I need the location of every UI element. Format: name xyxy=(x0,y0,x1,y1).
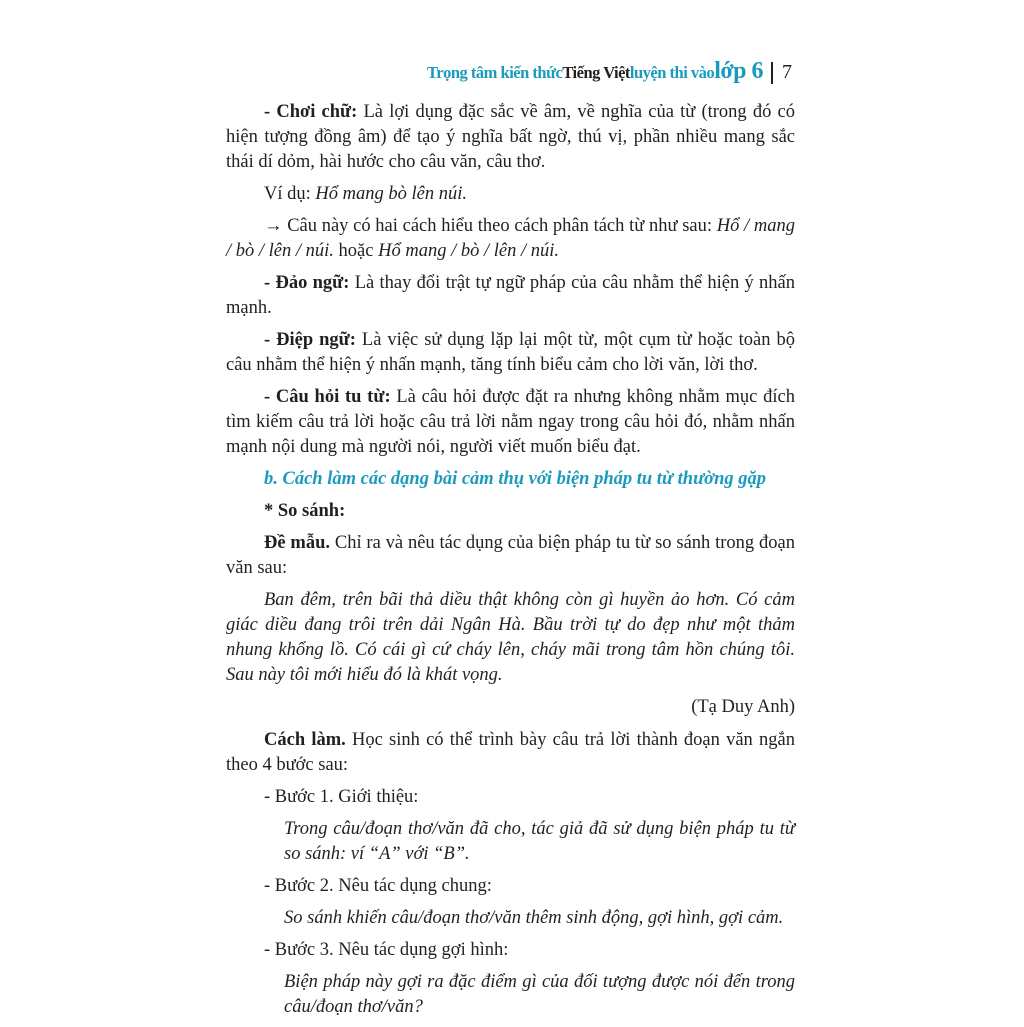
definition-dao-ngu: Là thay đổi trật tự ngữ pháp của câu nhằm thể hiện ý nhấn mạnh. xyxy=(226,273,795,318)
term-de-mau: Đề mẫu. xyxy=(264,533,330,553)
step-1-label: - Bước 1. Giới thiệu: xyxy=(264,787,419,807)
cach-lam-text: Học sinh có thể trình bày câu trả lời thành đoạn văn ngắn theo 4 bước sau: xyxy=(226,730,795,775)
step-2-detail: So sánh khiến câu/đoạn thơ/văn thêm sinh động, gợi hình, gợi cảm. xyxy=(284,908,784,928)
header-divider xyxy=(771,62,773,84)
paragraph-cach-lam xyxy=(226,728,795,778)
quoted-passage: Ban đêm, trên bãi thả diều thật không còn gì huyền ảo hơn. Có cảm giác diều đang trôi trên dải Ngân Hà. Bầu trời tự do đẹp như một thảm nhung khổng lồ. Có cái gì cứ cháy lên, cháy mãi trong tâm hồn chúng tôi. Sau này tôi mới hiểu đó là khát vọng. xyxy=(226,590,795,685)
definition-diep-ngu: Là việc sử dụng lặp lại một từ, một cụm từ hoặc toàn bộ câu nhằm thể hiện ý nhấn mạnh, tăng tính biểu cảm cho lời văn, lời thơ. xyxy=(226,330,795,375)
paragraph-cau-hoi-tu-tu xyxy=(226,385,795,460)
paragraph-de-mau xyxy=(226,531,795,581)
explanation-lead: → Câu này có hai cách hiểu theo cách phân tách từ như sau: xyxy=(264,216,717,236)
paragraph-diep-ngu xyxy=(226,328,795,378)
term-cach-lam: Cách làm. xyxy=(264,730,346,750)
paragraph-choi-chu xyxy=(226,100,795,175)
running-header xyxy=(427,58,792,88)
paragraph-dao-ngu xyxy=(226,271,795,321)
quote-author: (Tạ Duy Anh) xyxy=(691,697,795,717)
header-title-subject: Tiếng Việt xyxy=(562,63,630,82)
explanation-option-2: Hổ mang / bò / lên / núi. xyxy=(378,241,559,261)
de-mau-text: Chỉ ra và nêu tác dụng của biện pháp tu từ so sánh trong đoạn văn sau: xyxy=(226,533,795,578)
page-body xyxy=(226,100,795,1027)
header-title-part3: luyện thi vào xyxy=(629,63,715,82)
explanation-connector: hoặc xyxy=(333,241,379,261)
paragraph-example-explanation xyxy=(226,214,795,264)
definition-cau-hoi-tu-tu: Là câu hỏi được đặt ra nhưng không nhằm mục đích tìm kiếm câu trả lời hoặc câu trả lời nằm ngay trong câu hỏi đó, nhằm nhấn mạnh nội dung mà người nói, người viết muốn biểu đạt. xyxy=(226,387,795,457)
subheading-so-sanh: * So sánh: xyxy=(264,501,346,521)
term-cau-hoi-tu-tu: - Câu hỏi tu từ: xyxy=(264,387,391,407)
step-3-detail: Biện pháp này gợi ra đặc điểm gì của đối tượng được nói đến trong câu/đoạn thơ/văn? xyxy=(284,972,795,1017)
term-dao-ngu: - Đảo ngữ: xyxy=(264,273,350,293)
header-grade: lớp 6 xyxy=(714,58,763,84)
term-choi-chu: - Chơi chữ: xyxy=(264,102,358,122)
term-diep-ngu: - Điệp ngữ: xyxy=(264,330,356,350)
step-3-label: - Bước 3. Nêu tác dụng gợi hình: xyxy=(264,940,509,960)
example-lead: Ví dụ: xyxy=(264,184,316,204)
header-title-part1: Trọng tâm kiến thức xyxy=(427,63,563,82)
explanation-option-1: Hổ / mang / bò / lên / núi. xyxy=(226,216,795,261)
section-heading-b: b. Cách làm các dạng bài cảm thụ với biện pháp tu từ thường gặp xyxy=(264,469,767,489)
page-number: 7 xyxy=(782,61,792,83)
paragraph-example xyxy=(226,182,795,207)
step-1-detail: Trong câu/đoạn thơ/văn đã cho, tác giả đã sử dụng biện pháp tu từ so sánh: ví “A” với “B”. xyxy=(284,819,795,864)
step-2-label: - Bước 2. Nêu tác dụng chung: xyxy=(264,876,492,896)
definition-choi-chu: Là lợi dụng đặc sắc về âm, về nghĩa của từ (trong đó có hiện tượng đồng âm) để tạo ý nghĩa bất ngờ, thú vị, phần nhiều mang sắc thái dí dỏm, hài hước cho câu văn, câu thơ. xyxy=(226,102,795,172)
example-sentence: Hổ mang bò lên núi. xyxy=(315,184,467,204)
